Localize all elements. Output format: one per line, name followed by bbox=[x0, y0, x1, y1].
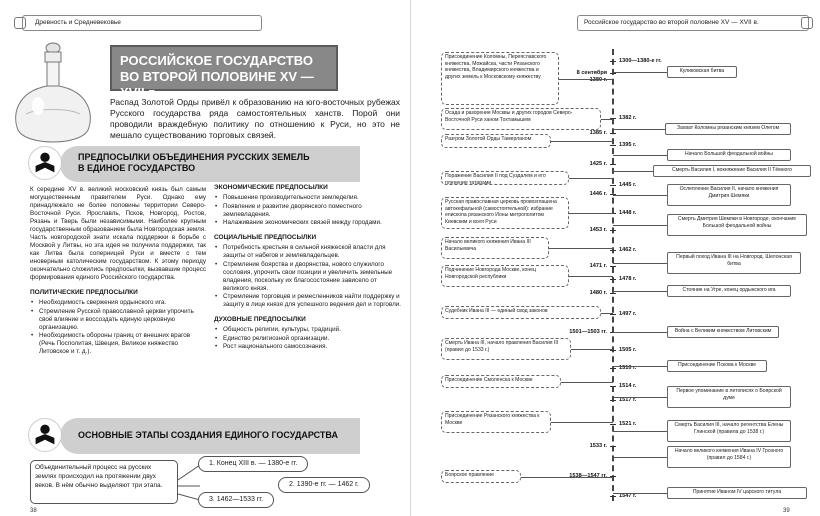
timeline-event-right: Принятие Иваном IV царского титула bbox=[667, 487, 807, 499]
timeline-event-right: Куликовская битва bbox=[667, 66, 737, 78]
timeline-event-right: Присоединение Пскова к Москве bbox=[667, 360, 767, 372]
timeline-event-left: Судебник Ивана III — единый свод законов bbox=[441, 306, 601, 319]
timeline-tick bbox=[610, 350, 616, 351]
timeline-date: 1497 г. bbox=[619, 311, 637, 317]
timeline-connector bbox=[551, 422, 613, 423]
timeline-connector bbox=[613, 195, 667, 196]
list-item: • Общность религии, культуры, традиций. bbox=[214, 326, 402, 334]
timeline-date: 1517 г. bbox=[619, 397, 637, 403]
timeline-connector bbox=[613, 129, 665, 130]
page-title bbox=[110, 45, 338, 100]
timeline-date: 1446 г. bbox=[589, 191, 607, 197]
timeline-tick bbox=[610, 279, 616, 280]
timeline-event-left: Поражение Василия II под Суздалем и его пленение татарами bbox=[441, 171, 569, 185]
timeline-connector bbox=[601, 119, 613, 120]
list-item: • Стремление боярства и дворянства, нового служилого сословия, упрочить свои позиции и увеличить земельные владения, поскольку их благосостояние зависело от великого князя. bbox=[214, 261, 402, 293]
timeline-tick bbox=[610, 496, 616, 497]
timeline-date: 1533 г. bbox=[589, 443, 607, 449]
stage-2: 2. 1390-е гг. — 1462 г. bbox=[278, 477, 370, 493]
timeline-event-left: Смерть Ивана III, начало правления Василия III (правил до 1533 г.) bbox=[441, 338, 571, 360]
section-bar-prerequisites bbox=[60, 146, 360, 182]
timeline-date: 1505 г. bbox=[619, 347, 637, 353]
flask-illustration-icon bbox=[8, 40, 98, 150]
timeline-tick bbox=[610, 368, 616, 369]
timeline-connector bbox=[613, 431, 667, 432]
timeline-event-right: Смерть Василия I, вокняжение Василия II Тёмного bbox=[653, 165, 811, 177]
social-list bbox=[214, 244, 402, 309]
timeline-tick bbox=[610, 230, 616, 231]
section1-line2: В ЕДИНОЕ ГОСУДАРСТВО bbox=[78, 163, 196, 173]
page-number-left: 38 bbox=[30, 508, 37, 514]
timeline-tick bbox=[610, 164, 616, 165]
timeline-connector bbox=[521, 477, 613, 478]
social-heading: СОЦИАЛЬНЫЕ ПРЕДПОСЫЛКИ bbox=[214, 234, 317, 241]
timeline-tick bbox=[610, 266, 616, 267]
timeline-date: 1521 г. bbox=[619, 421, 637, 427]
timeline-event-right: Ослепление Василия II, начало княжения Дмитрия Шемяки bbox=[667, 184, 791, 206]
timeline-event-right: Начало Большой феодальной войны bbox=[667, 149, 791, 161]
timeline-event-left: Осада и разорение Москвы и других городов Северо-Восточной Руси ханом Тохтамышем bbox=[441, 108, 601, 130]
timeline-tick bbox=[610, 185, 616, 186]
timeline-event-right: Первый поход Ивана III на Новгород. Шелонская битва bbox=[667, 252, 801, 274]
stage-3: 3. 1462—1533 гг. bbox=[198, 492, 274, 508]
timeline-connector bbox=[569, 213, 613, 214]
timeline-date: 1425 г. bbox=[589, 161, 607, 167]
timeline-tick bbox=[610, 73, 616, 74]
timeline-event-right: Захват Коломны рязанским князем Олегом bbox=[665, 123, 791, 135]
timeline-connector bbox=[613, 155, 667, 156]
stage-1: 1. Конец XIII в. — 1380-е гг. bbox=[198, 456, 308, 472]
timeline-axis bbox=[612, 49, 614, 501]
timeline-connector bbox=[613, 397, 667, 398]
title-line-1: РОССИЙСКОЕ ГОСУДАРСТВО bbox=[120, 53, 313, 68]
timeline-tick bbox=[610, 386, 616, 387]
right-text-column bbox=[214, 182, 402, 352]
timeline-date: 1538—1547 гг. bbox=[569, 473, 607, 479]
timeline-connector bbox=[559, 79, 613, 80]
timeline-connector bbox=[569, 276, 613, 277]
section2-title: ОСНОВНЫЕ ЭТАПЫ СОЗДАНИЯ ЕДИНОГО ГОСУДАРСТВА bbox=[78, 430, 338, 440]
timeline-date: 1471 г. bbox=[589, 263, 607, 269]
timeline-connector bbox=[551, 141, 613, 142]
timeline-date: 1462 г. bbox=[619, 247, 637, 253]
timeline-connector bbox=[549, 248, 613, 249]
political-heading: ПОЛИТИЧЕСКИЕ ПРЕДПОСЫЛКИ bbox=[30, 289, 138, 296]
body-paragraph: К середине XV в. великий московский князь был самым могущественным правителем Руси. Однако ему принадлежало не более половины территории Северо-Восточной Руси. Ярославль, Псков, Новгород, Ростов, Рязань и Тверь были независимыми. Наиболее крупным государственным образованием была Новгородская земля. Часть новгородской знати искала поддержки в борьбе с Москвой у Литвы, но эта идея не получила поддержки, так как Литва была соперницей Руси и вместе с тем иноверным католическим государством. К этому периоду окончательно сложились предпосылки, вызвавшие процесс формирования единого Российского государства. bbox=[30, 186, 206, 281]
list-item: • Налаживание экономических связей между городами. bbox=[214, 219, 402, 227]
title-line-2: ВО ВТОРОЙ ПОЛОВИНЕ XV — XVII в. bbox=[120, 69, 314, 100]
list-item: • Потребность крестьян в сильной княжеской власти для защиты от набегов и землевладельцев. bbox=[214, 244, 402, 260]
timeline-date: 1501—1503 гг. bbox=[569, 329, 607, 335]
timeline-tick bbox=[610, 424, 616, 425]
timeline-date: 1445 г. bbox=[619, 182, 637, 188]
section-bar-stages bbox=[60, 418, 360, 454]
timeline-date: 1547 г. bbox=[619, 493, 637, 499]
timeline-date: 1480 г. bbox=[589, 290, 607, 296]
timeline-tick bbox=[610, 400, 616, 401]
section1-line1: ПРЕДПОСЫЛКИ ОБЪЕДИНЕНИЯ РУССКИХ ЗЕМЕЛЬ bbox=[78, 152, 310, 162]
timeline-event-left: Подчинение Новгорода Москве, конец Новгородской республики bbox=[441, 265, 569, 287]
page-number-right: 39 bbox=[783, 508, 790, 514]
timeline-date: 1453 г. bbox=[589, 227, 607, 233]
timeline-connector bbox=[613, 457, 667, 458]
timeline-connector bbox=[613, 72, 667, 73]
timeline-connector bbox=[613, 225, 667, 226]
intro-paragraph: Распад Золотой Орды привёл к образованию на юго-восточных рубежах Русского государства ряда самостоятельных ханств. Порой они проводили враждебную политику по отношению к Руси, но это не мешало существованию торговых связей. bbox=[110, 97, 400, 140]
list-item: • Рост национального самосознания. bbox=[214, 343, 402, 351]
list-item: • Стремление Русской православной церкви упрочить своё влияние и воссоздать единую церковную организацию. bbox=[30, 308, 206, 332]
list-item: • Повышение производительности земледелия. bbox=[214, 194, 402, 202]
timeline-date: 8 сентября 1380 г. bbox=[572, 70, 608, 84]
stages-description: Объединительный процесс на русских землях происходил на протяжении двух веков. В нём обычно выделяют три этапа. bbox=[30, 460, 178, 504]
timeline-event-right: Первое упоминание в летописях о Боярской думе bbox=[667, 386, 791, 408]
timeline-event-right: Смерть Василия III, начало регентства Елены Глинской (правила до 1538 г.) bbox=[667, 420, 791, 442]
timeline-tick bbox=[610, 61, 616, 62]
political-list bbox=[30, 299, 206, 356]
timeline-date: 1385 г. bbox=[589, 130, 607, 136]
timeline-event-left: Боярское правление bbox=[441, 470, 521, 483]
list-item: • Необходимость свержения ордынского ига. bbox=[30, 299, 206, 307]
left-page-header: Древность и Средневековье bbox=[22, 15, 262, 31]
timeline-tick bbox=[610, 446, 616, 447]
timeline-event-right: Война с Великим княжеством Литовским bbox=[667, 326, 779, 338]
timeline-date: 1514 г. bbox=[619, 383, 637, 389]
right-page bbox=[410, 0, 820, 516]
reader-icon bbox=[28, 146, 62, 180]
timeline-date: 1448 г. bbox=[619, 210, 637, 216]
timeline-tick bbox=[610, 133, 616, 134]
timeline-event-left: Начало великого княжения Ивана III Васильевича bbox=[441, 237, 549, 259]
timeline-event-left: Присоединение Смоленска к Москве bbox=[441, 375, 561, 388]
timeline-connector bbox=[613, 366, 667, 367]
stage-connectors bbox=[178, 462, 200, 506]
timeline-date: 1510 г. bbox=[619, 365, 637, 371]
timeline-tick bbox=[610, 293, 616, 294]
economic-list bbox=[214, 194, 402, 227]
timeline-tick bbox=[610, 314, 616, 315]
timeline-date: 1395 г. bbox=[619, 142, 637, 148]
timeline-event-left: Разгром Золотой Орды Тамерланом bbox=[441, 134, 551, 148]
timeline-event-left: Русская православная церковь провозглашена автокефальной (самостоятельной): избрание епископа рязанского Ионы митрополитом Киевским и всея Руси bbox=[441, 197, 569, 229]
spiritual-list bbox=[214, 326, 402, 351]
list-item: • Единство религиозной организации. bbox=[214, 335, 402, 343]
spiritual-heading: ДУХОВНЫЕ ПРЕДПОСЫЛКИ bbox=[214, 316, 306, 323]
timeline-connector bbox=[613, 493, 667, 494]
economic-heading: ЭКОНОМИЧЕСКИЕ ПРЕДПОСЫЛКИ bbox=[214, 184, 328, 191]
timeline-connector bbox=[571, 349, 613, 350]
timeline-connector bbox=[613, 171, 653, 172]
timeline-connector bbox=[569, 178, 613, 179]
timeline-connector bbox=[601, 313, 613, 314]
timeline-connector bbox=[613, 263, 667, 264]
timeline-event-left: Присоединение Рязанского княжества к Москве bbox=[441, 411, 551, 433]
book-icon bbox=[801, 17, 813, 29]
timeline-tick bbox=[610, 145, 616, 146]
timeline-date: 1382 г. bbox=[619, 115, 637, 121]
left-text-column bbox=[30, 186, 206, 357]
reader-icon bbox=[28, 418, 62, 452]
timeline-connector bbox=[613, 332, 667, 333]
timeline-event-right: Стояние на Угре, конец ордынского ига bbox=[667, 285, 791, 297]
list-item: • Стремление торговцев и ремесленников найти поддержку и защиту в лице князя для успешного ведения дел и торговли. bbox=[214, 293, 402, 309]
timeline-event-right: Начало великого княжения Ивана IV Грозного (правил до 1584 г.) bbox=[667, 446, 791, 468]
right-page-header: Российское государство во второй половине XV — XVII в. bbox=[577, 15, 809, 31]
timeline-event-left: Присоединение Коломны, Переяславского княжества, Можайска, части Рязанского княжества, Владимирского княжества и других земель к Московскому княжеству bbox=[441, 52, 559, 105]
timeline-event-right: Смерть Дмитрия Шемяки в Новгороде, окончание Большой феодальной войны bbox=[667, 214, 807, 236]
list-item: • Необходимость обороны границ от внешних врагов (Речь Посполитая, Швеция, Великое княжество Литовское и т. д.). bbox=[30, 332, 206, 356]
timeline-connector bbox=[561, 382, 613, 383]
list-item: • Появление и развитие дворянского поместного землевладения. bbox=[214, 203, 402, 219]
timeline-tick bbox=[610, 250, 616, 251]
timeline-date: 1478 г. bbox=[619, 276, 637, 282]
timeline-connector bbox=[613, 291, 667, 292]
timeline-date: 1300—1380-е гг. bbox=[619, 58, 662, 64]
